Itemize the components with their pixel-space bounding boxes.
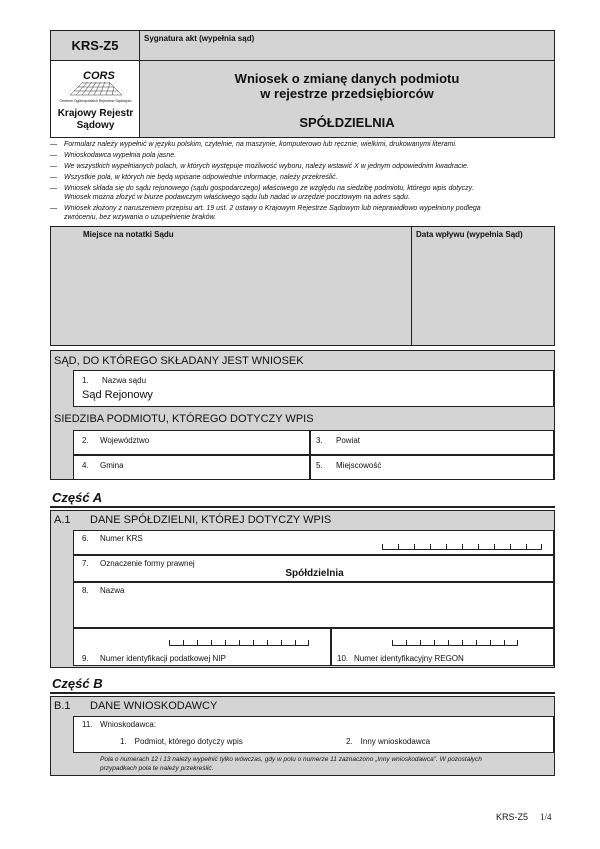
name-field[interactable]: 8. Nazwa [73,582,554,628]
part-a-rule [50,506,555,508]
county-field[interactable]: 3. Powiat [310,430,554,455]
signature-cell [140,31,554,61]
seat-section-title: SIEDZIBA PODMIOTU, KTÓREGO DOTYCZY WPIS [54,413,314,425]
legal-form-value: Spółdzielnia [285,568,344,579]
logo-text: CORS [83,70,115,82]
date-received-label: Data wpływu (wypełnia Sąd) [416,230,523,239]
locality-field[interactable]: 5. Miejscowość [310,455,554,480]
footer-page: 1/4 [540,812,552,822]
legal-form-field[interactable]: 7. Oznaczenie formy prawnej Spółdzielnia [73,555,554,582]
commune-field[interactable]: 4. Gmina [73,455,310,480]
instruction-item: — Wniosek składa się do sądu rejonowego (sądu gospodarczego) właściwego ze względu na siedzibę podmiotu, którego wpis dotyczy. Wniosek można złożyć w biurze podawczym właściwego sądu lub nadać w urzędzie pocztowym na adres sądu. [50,185,474,201]
part-a-sect-num: A.1 [54,514,71,526]
applicant-field[interactable]: 11. Wnioskodawca: 1. Podmiot, którego dotyczy wpis 2. Inny wnioskodawca [73,716,554,753]
part-a-sect-title: DANE SPÓŁDZIELNI, KTÓREJ DOTYCZY WPIS [90,514,332,526]
applicant-option-entity[interactable]: 1. Podmiot, którego dotyczy wpis [120,737,243,746]
regon-field[interactable]: 10. Numer identyfikacyjny REGON [331,628,554,666]
form-title-line1: Wniosek o zmianę danych podmiotu [234,71,460,86]
instructions [50,140,555,222]
form-code: KRS-Z5 [71,38,119,53]
title-cell [140,61,554,137]
footer-code: KRS-Z5 [496,812,529,822]
court-name-field[interactable]: 1. Nazwa sądu Sąd Rejonowy [73,370,554,407]
instruction-item: — Wniosek złożony z naruszeniem przepisu art. 19 ust. 2 ustawy o Krajowym Rejestrze Sądowym lub nieprawidłowo wypełniony podlega zwróceniu, bez wzywania o uzupełnienie braków. [50,205,481,221]
voivodeship-field[interactable]: 2. Województwo [73,430,310,455]
form-title-line2: w rejestrze przedsiębiorców [260,86,434,101]
part-b-note: Pola o numerach 12 i 13 należy wypełnić tylko wówczas, gdy w polu o numerze 11 zaznaczono „Inny wnioskodawca". W pozostałych przypadkach pola te należy przekreślić. [100,756,482,772]
krs-number-field[interactable]: 6. Numer KRS [73,530,554,555]
court-section-title: SĄD, DO KTÓREGO SKŁADANY JEST WNIOSEK [54,355,304,367]
nip-field[interactable]: 9. Numer identyfikacji podatkowej NIP [73,628,331,666]
instruction-item: — Wszystkie pola, w których nie będą wpisane odpowiednie informacje, należy przekreślić. [50,174,338,181]
applicant-option-other[interactable]: 2. Inny wnioskodawca [346,737,431,746]
part-b-sect-title: DANE WNIOSKODAWCY [90,700,218,712]
instruction-item: — We wszystkich wypełnianych polach, w których występuje możliwość wyboru, należy wstawić X w jednym odpowiednim kwadracie. [50,163,469,170]
nip-digit-boxes[interactable] [169,639,309,646]
logo-cell [51,61,140,137]
part-a-heading: Część A [52,490,103,505]
court-name-value: Sąd Rejonowy [82,389,153,401]
regon-digit-boxes[interactable] [392,639,518,646]
court-notes-label: Miejsce na notatki Sądu [83,230,174,239]
instruction-item: — Wnioskodawca wypełnia pola jasne. [50,152,177,159]
court-notes-area [50,226,555,346]
krs-digit-boxes[interactable] [382,543,542,550]
part-b-heading: Część B [52,676,103,691]
instruction-item: — Formularz należy wypełnić w języku polskim, czytelnie, na maszynie, komputerowo lub ręcznie, wielkimi, drukowanymi literami. [50,141,457,148]
part-b-rule [50,692,555,694]
signature-label: Sygnatura akt (wypełnia sąd) [144,34,255,43]
registry-name: Krajowy Rejestr Sądowy [57,108,134,131]
logo-subtext: Centrum Ogólnopolskich Rejestrów Sądowych [59,99,132,103]
date-received-cell [411,227,555,345]
part-b-sect-num: B.1 [54,700,71,712]
form-code-cell [51,31,140,61]
form-subtitle: SPÓŁDZIELNIA [299,115,395,130]
